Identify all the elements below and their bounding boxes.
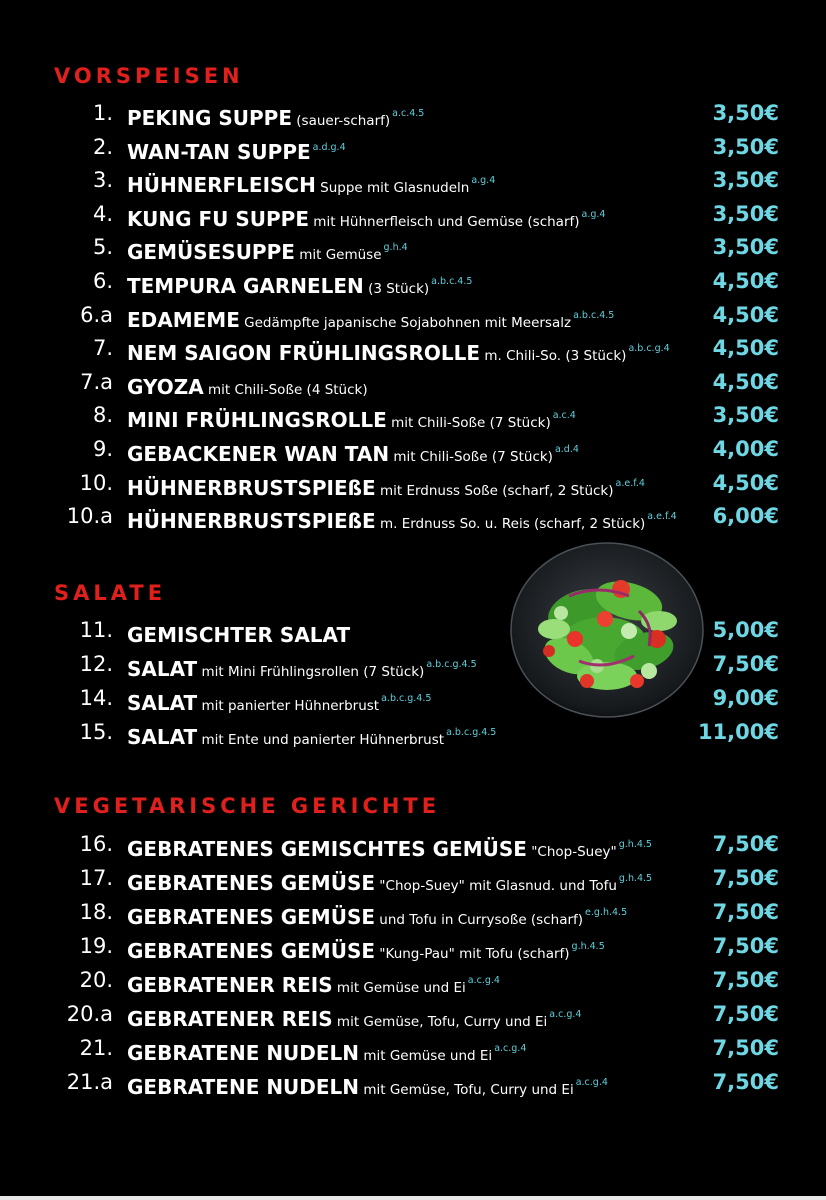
item-name: SALAT xyxy=(127,657,198,681)
item-number: 16. xyxy=(79,832,113,856)
item-number: 7. xyxy=(92,336,113,361)
item-name: GEBRATENES GEMÜSE xyxy=(127,871,376,895)
item-extra: (sauer-scharf) xyxy=(292,113,391,129)
menu-item xyxy=(0,614,826,647)
menu-item xyxy=(0,198,826,231)
item-price: 4,50€ xyxy=(712,369,779,394)
item-allergens: a.g.4 xyxy=(471,175,496,187)
item-price: 7,50€ xyxy=(712,934,779,958)
menu-item xyxy=(0,682,826,715)
item-price: 3,50€ xyxy=(712,403,779,428)
menu-item xyxy=(0,998,826,1031)
item-price: 7,50€ xyxy=(712,900,779,924)
menu-item xyxy=(0,930,826,963)
item-number: 10. xyxy=(79,470,113,495)
item-name: GEBRATENER REIS xyxy=(127,1007,333,1031)
item-extra: "Chop-Suey" xyxy=(526,844,617,860)
item-number: 2. xyxy=(92,134,113,159)
item-price: 11,00€ xyxy=(697,720,779,744)
item-number: 7.a xyxy=(80,369,113,394)
menu-item xyxy=(0,648,826,681)
item-price: 3,50€ xyxy=(712,134,779,159)
item-name: GYOZA xyxy=(127,374,204,399)
item-extra: m. Chili-So. (3 Stück) xyxy=(480,348,627,365)
item-number: 11. xyxy=(79,618,113,642)
item-extra: Suppe mit Glasnudeln xyxy=(315,180,470,197)
item-extra: "Chop-Suey" mit Glasnud. und Tofu xyxy=(375,878,617,894)
item-allergens: g.h.4.5 xyxy=(571,941,605,952)
item-number: 18. xyxy=(79,900,113,924)
item-extra: mit Mini Frühlingsrollen (7 Stück) xyxy=(197,664,425,680)
menu-item xyxy=(0,231,826,264)
item-extra: mit Gemüse, Tofu, Curry und Ei xyxy=(359,1082,574,1098)
menu-item xyxy=(0,164,826,197)
item-name: HÜHNERBRUSTSPIEßE xyxy=(127,509,376,534)
item-extra: mit Erdnuss Soße (scharf, 2 Stück) xyxy=(375,482,614,499)
item-number: 20.a xyxy=(66,1002,113,1026)
item-allergens: a.b.c.g.4.5 xyxy=(426,659,477,670)
item-price: 3,50€ xyxy=(712,101,779,125)
item-name: PEKING SUPPE xyxy=(127,106,292,130)
item-number: 20. xyxy=(79,968,113,992)
menu-item xyxy=(0,500,826,533)
item-allergens: e.g.h.4.5 xyxy=(585,907,628,918)
item-number: 9. xyxy=(92,437,113,461)
menu-item xyxy=(0,332,826,365)
item-extra: mit Chili-Soße (7 Stück) xyxy=(386,415,551,432)
item-allergens: a.c.4 xyxy=(552,410,576,422)
item-number: 5. xyxy=(92,235,113,260)
bottom-border xyxy=(0,1196,826,1200)
item-extra: mit Gemüse, Tofu, Curry und Ei xyxy=(332,1014,548,1030)
item-name: HÜHNERBRUSTSPIEßE xyxy=(127,475,376,500)
item-extra: (3 Stück) xyxy=(363,281,430,297)
item-name: GEBRATENES GEMÜSE xyxy=(127,939,376,963)
item-number: 19. xyxy=(79,934,113,958)
item-name: GEBRATENE NUDELN xyxy=(127,1041,360,1065)
item-price: 7,50€ xyxy=(712,1002,779,1026)
section-title-salate: SALATE xyxy=(54,581,167,605)
item-extra: mit Hühnerfleisch und Gemüse (scharf) xyxy=(309,213,580,230)
item-number: 1. xyxy=(92,101,113,125)
item-name: GEBACKENER WAN TAN xyxy=(127,442,390,466)
item-extra: Gedämpfte japanische Sojabohnen mit Meersalz xyxy=(239,314,572,331)
item-name: GEBRATENE NUDELN xyxy=(127,1075,360,1099)
item-price: 7,50€ xyxy=(712,1070,779,1094)
item-price: 3,50€ xyxy=(712,201,779,226)
item-price: 4,50€ xyxy=(712,470,779,495)
item-allergens: a.g.4 xyxy=(581,208,606,220)
item-allergens: a.b.c.g.4.5 xyxy=(446,727,497,738)
menu-item xyxy=(0,828,826,861)
item-extra: und Tofu in Currysoße (scharf) xyxy=(375,912,584,928)
item-allergens: a.c.g.4 xyxy=(549,1009,582,1020)
item-number: 3. xyxy=(92,168,113,193)
item-name: NEM SAIGON FRÜHLINGSROLLE xyxy=(127,341,481,366)
item-number: 14. xyxy=(79,686,113,710)
item-extra: mit Ente und panierter Hühnerbrust xyxy=(197,732,445,748)
item-number: 15. xyxy=(79,720,113,744)
item-description xyxy=(127,1066,608,1107)
menu-item xyxy=(0,299,826,332)
menu-item xyxy=(0,896,826,929)
item-allergens: g.h.4.5 xyxy=(618,873,653,884)
menu-item xyxy=(0,399,826,432)
item-name: TEMPURA GARNELEN xyxy=(127,274,364,298)
item-allergens: a.d.4 xyxy=(554,444,579,455)
item-price: 3,50€ xyxy=(712,168,779,193)
item-name: HÜHNERFLEISCH xyxy=(127,173,316,198)
item-name: GEBRATENER REIS xyxy=(127,973,333,997)
item-name: SALAT xyxy=(127,725,198,749)
item-allergens: a.c.g.4 xyxy=(575,1077,608,1088)
item-name: EDAMEME xyxy=(127,307,240,332)
item-extra: mit Gemüse und Ei xyxy=(332,980,466,996)
item-allergens: a.c.g.4 xyxy=(494,1043,527,1054)
menu-item xyxy=(0,1032,826,1065)
menu-item xyxy=(0,366,826,399)
item-allergens: g.h.4 xyxy=(383,242,408,254)
menu-item xyxy=(0,467,826,500)
menu-item xyxy=(0,265,826,298)
item-price: 4,50€ xyxy=(712,302,779,327)
item-name: WAN-TAN SUPPE xyxy=(127,139,311,164)
item-name: GEBRATENES GEMÜSE xyxy=(127,905,376,929)
menu-item xyxy=(0,97,826,130)
item-allergens: a.c.4.5 xyxy=(392,108,425,119)
item-price: 4,50€ xyxy=(712,336,779,361)
item-name: SALAT xyxy=(127,691,198,715)
item-price: 5,00€ xyxy=(712,618,779,642)
item-price: 4,50€ xyxy=(712,269,779,293)
item-price: 7,50€ xyxy=(712,968,779,992)
item-price: 7,50€ xyxy=(712,1036,779,1060)
item-number: 8. xyxy=(92,403,113,428)
item-extra: m. Erdnuss So. u. Reis (scharf, 2 Stück) xyxy=(375,516,646,533)
item-allergens: a.c.g.4 xyxy=(467,975,500,986)
item-allergens: a.e.f.4 xyxy=(615,477,645,489)
item-number: 17. xyxy=(79,866,113,890)
item-name: MINI FRÜHLINGSROLLE xyxy=(127,408,387,433)
item-price: 6,00€ xyxy=(712,504,779,529)
item-price: 3,50€ xyxy=(712,235,779,260)
menu-item xyxy=(0,964,826,997)
item-price: 9,00€ xyxy=(712,686,779,710)
item-number: 6. xyxy=(92,269,113,293)
item-price: 7,50€ xyxy=(712,866,779,890)
item-description xyxy=(127,716,496,757)
item-extra: mit Gemüse xyxy=(294,247,382,264)
item-number: 6.a xyxy=(80,302,113,327)
menu-item xyxy=(0,716,826,749)
menu-item xyxy=(0,433,826,466)
item-price: 7,50€ xyxy=(712,652,779,676)
item-allergens: g.h.4.5 xyxy=(618,839,652,850)
item-number: 21.a xyxy=(66,1070,113,1094)
item-description xyxy=(127,500,677,541)
item-extra: mit Gemüse und Ei xyxy=(359,1048,493,1064)
item-number: 21. xyxy=(79,1036,113,1060)
menu-item xyxy=(0,862,826,895)
item-extra: mit Chili-Soße (7 Stück) xyxy=(389,449,553,465)
section-title-vorspeisen: VORSPEISEN xyxy=(54,64,244,88)
section-title-vegetarische-gerichte: VEGETARISCHE GERICHTE xyxy=(54,794,441,818)
item-allergens: a.b.c.4.5 xyxy=(431,276,473,287)
item-number: 4. xyxy=(92,201,113,226)
item-number: 10.a xyxy=(66,504,113,529)
item-allergens: a.e.f.4 xyxy=(647,511,677,523)
item-name: GEMÜSESUPPE xyxy=(127,240,295,265)
item-allergens: a.b.c.4.5 xyxy=(573,309,615,321)
item-allergens: a.d.g.4 xyxy=(312,141,346,153)
item-price: 4,00€ xyxy=(712,437,779,461)
item-extra: mit panierter Hühnerbrust xyxy=(197,698,380,714)
item-allergens: a.b.c.g.4.5 xyxy=(381,693,432,704)
item-price: 7,50€ xyxy=(712,832,779,856)
item-number: 12. xyxy=(79,652,113,676)
item-extra: mit Chili-Soße (4 Stück) xyxy=(203,381,368,398)
menu-item xyxy=(0,131,826,164)
item-allergens: a.b.c.g.4 xyxy=(628,343,670,355)
menu-item xyxy=(0,1066,826,1099)
item-extra: "Kung-Pau" mit Tofu (scharf) xyxy=(375,946,570,962)
item-name: KUNG FU SUPPE xyxy=(127,206,309,231)
item-name: GEMISCHTER SALAT xyxy=(127,623,351,647)
item-name: GEBRATENES GEMISCHTES GEMÜSE xyxy=(127,837,527,861)
